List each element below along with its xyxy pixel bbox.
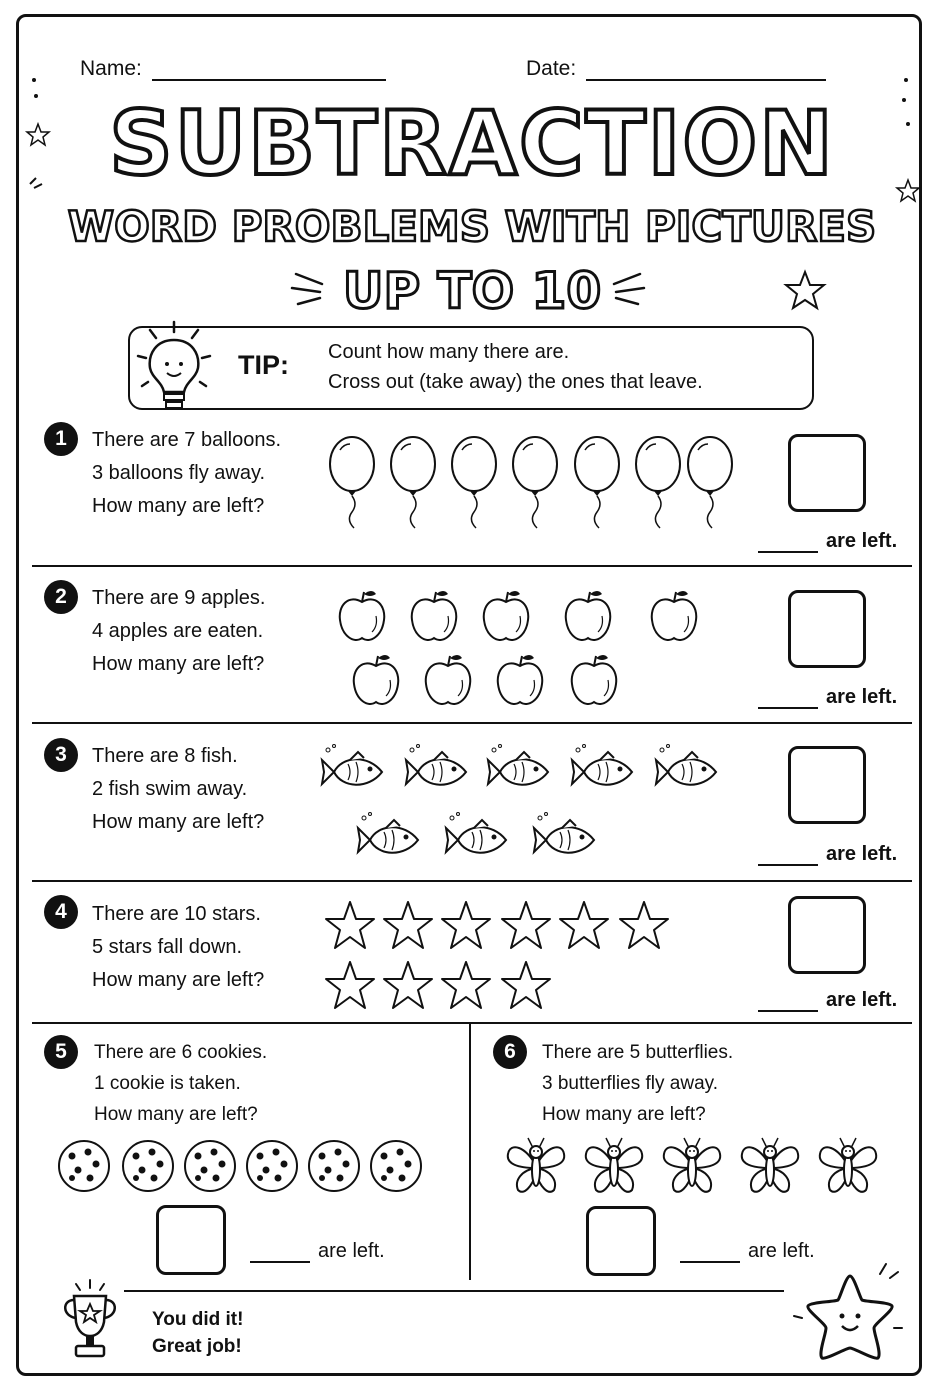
answer-line-3: are left. bbox=[758, 843, 897, 866]
problem-4-question: How many are left? bbox=[92, 969, 265, 991]
balloon-icon bbox=[330, 437, 374, 528]
star-icon bbox=[326, 902, 374, 948]
problem-number-6: 6 bbox=[493, 1035, 527, 1069]
apple-icon bbox=[652, 591, 697, 640]
footer-divider bbox=[124, 1290, 784, 1292]
cookie-icon bbox=[309, 1141, 359, 1191]
balloon-icon bbox=[391, 437, 435, 528]
star-icon bbox=[442, 962, 490, 1008]
cookie-icon bbox=[371, 1141, 421, 1191]
problem-2-line-2: 4 apples are eaten. bbox=[92, 620, 264, 642]
answer-blank-6[interactable] bbox=[680, 1261, 740, 1263]
problem-4-line-1: There are 10 stars. bbox=[92, 903, 261, 925]
butterfly-icon bbox=[742, 1138, 798, 1192]
answer-box-3[interactable] bbox=[788, 746, 866, 824]
answer-box-5[interactable] bbox=[156, 1205, 226, 1275]
problem-6-line-1: There are 5 butterflies. bbox=[542, 1042, 734, 1063]
answer-box-4[interactable] bbox=[788, 896, 866, 974]
divider bbox=[32, 1022, 912, 1024]
problem-2-text bbox=[92, 582, 265, 681]
answer-blank-4[interactable] bbox=[758, 1010, 818, 1012]
butterfly-picture-group bbox=[500, 1134, 900, 1200]
problem-3-text bbox=[92, 740, 264, 839]
trophy-icon bbox=[56, 1278, 126, 1364]
cookie-icon bbox=[59, 1141, 109, 1191]
problem-3-line-2: 2 fish swim away. bbox=[92, 778, 248, 800]
balloon-icon bbox=[452, 437, 496, 528]
problem-5-question: How many are left? bbox=[94, 1104, 258, 1125]
fish-icon bbox=[358, 813, 418, 853]
cookie-icon bbox=[123, 1141, 173, 1191]
star-icon bbox=[384, 902, 432, 948]
star-icon bbox=[442, 902, 490, 948]
date-label: Date: bbox=[526, 57, 826, 81]
fish-icon bbox=[406, 745, 466, 785]
problem-1-text bbox=[92, 424, 281, 523]
fish-picture-group bbox=[320, 742, 730, 870]
problem-number-4: 4 bbox=[44, 895, 78, 929]
butterfly-icon bbox=[820, 1138, 876, 1192]
column-divider bbox=[469, 1024, 471, 1280]
title-main: SUBTRACTION bbox=[109, 92, 835, 195]
footer-line-1: You did it! bbox=[152, 1309, 244, 1330]
problem-4-text bbox=[92, 898, 264, 997]
problem-number-2: 2 bbox=[44, 580, 78, 614]
problem-2-question: How many are left? bbox=[92, 653, 265, 675]
problem-1-line-1: There are 7 balloons. bbox=[92, 429, 282, 451]
problem-6-line-2: 3 butterflies fly away. bbox=[542, 1073, 719, 1094]
star-doodle-icon bbox=[784, 270, 826, 310]
star-icon bbox=[502, 962, 550, 1008]
answer-line-4: are left. bbox=[758, 989, 897, 1012]
problem-2-line-1: There are 9 apples. bbox=[92, 587, 266, 609]
butterfly-icon bbox=[586, 1138, 642, 1192]
star-icon bbox=[326, 962, 374, 1008]
fish-icon bbox=[446, 813, 506, 853]
problem-5-text bbox=[94, 1037, 267, 1130]
lightbulb-icon bbox=[134, 316, 214, 416]
problem-1-question: How many are left? bbox=[92, 495, 265, 517]
apple-icon bbox=[498, 655, 543, 704]
fish-icon bbox=[488, 745, 548, 785]
apple-picture-group bbox=[330, 586, 720, 714]
problem-5-line-2: 1 cookie is taken. bbox=[94, 1073, 241, 1094]
problem-1-line-2: 3 balloons fly away. bbox=[92, 462, 266, 484]
star-icon bbox=[560, 902, 608, 948]
answer-blank-1[interactable] bbox=[758, 551, 818, 553]
footer-message bbox=[152, 1306, 243, 1360]
apple-icon bbox=[412, 591, 457, 640]
problem-6-text bbox=[542, 1037, 733, 1130]
divider bbox=[32, 722, 912, 724]
problem-3-question: How many are left? bbox=[92, 811, 265, 833]
divider bbox=[32, 565, 912, 567]
butterfly-icon bbox=[508, 1138, 564, 1192]
apple-icon bbox=[566, 591, 611, 640]
star-picture-group bbox=[322, 898, 682, 1012]
answer-blank-5[interactable] bbox=[250, 1261, 310, 1263]
smiling-star-icon bbox=[790, 1258, 910, 1368]
apple-icon bbox=[572, 655, 617, 704]
balloon-icon bbox=[688, 437, 732, 528]
divider bbox=[32, 880, 912, 882]
burst-lines-left-icon bbox=[288, 268, 328, 308]
name-label: Name: bbox=[80, 57, 386, 81]
apple-icon bbox=[354, 655, 399, 704]
problem-3-line-1: There are 8 fish. bbox=[92, 745, 238, 767]
cookie-icon bbox=[247, 1141, 297, 1191]
star-icon bbox=[502, 902, 550, 948]
apple-icon bbox=[426, 655, 471, 704]
problem-number-1: 1 bbox=[44, 422, 78, 456]
title-sub: WORD PROBLEMS WITH PICTURES bbox=[67, 202, 877, 251]
tip-box bbox=[128, 326, 814, 410]
tip-label: TIP: bbox=[238, 350, 289, 380]
cookie-picture-group bbox=[56, 1138, 436, 1194]
star-icon bbox=[384, 962, 432, 1008]
answer-box-6[interactable] bbox=[586, 1206, 656, 1276]
fish-icon bbox=[572, 745, 632, 785]
answer-line-2: are left. bbox=[758, 686, 897, 709]
tip-line-1: Count how many there are. bbox=[328, 341, 570, 363]
date-field[interactable] bbox=[586, 79, 826, 81]
fish-icon bbox=[322, 745, 382, 785]
apple-icon bbox=[484, 591, 529, 640]
star-icon bbox=[620, 902, 668, 948]
tip-line-2: Cross out (take away) the ones that leave. bbox=[328, 371, 703, 393]
answer-line-6: are left. bbox=[680, 1240, 815, 1263]
title-range: UP TO 10 bbox=[342, 262, 602, 320]
problem-number-3: 3 bbox=[44, 738, 78, 772]
answer-line-1: are left. bbox=[758, 530, 897, 553]
problem-5-line-1: There are 6 cookies. bbox=[94, 1042, 268, 1063]
balloon-icon bbox=[636, 437, 680, 528]
balloon-icon bbox=[575, 437, 619, 528]
butterfly-icon bbox=[664, 1138, 720, 1192]
footer-line-2: Great job! bbox=[152, 1336, 242, 1357]
burst-lines-right-icon bbox=[608, 268, 648, 308]
name-field[interactable] bbox=[152, 79, 386, 81]
answer-box-2[interactable] bbox=[788, 590, 866, 668]
answer-box-1[interactable] bbox=[788, 434, 866, 512]
problem-number-5: 5 bbox=[44, 1035, 78, 1069]
fish-icon bbox=[534, 813, 594, 853]
answer-blank-2[interactable] bbox=[758, 707, 818, 709]
balloon-picture-group bbox=[320, 432, 750, 542]
balloon-icon bbox=[513, 437, 557, 528]
cookie-icon bbox=[185, 1141, 235, 1191]
answer-line-5: are left. bbox=[250, 1240, 385, 1263]
answer-blank-3[interactable] bbox=[758, 864, 818, 866]
problem-6-question: How many are left? bbox=[542, 1104, 706, 1125]
apple-icon bbox=[340, 591, 385, 640]
problem-4-line-2: 5 stars fall down. bbox=[92, 936, 243, 958]
fish-icon bbox=[656, 745, 716, 785]
